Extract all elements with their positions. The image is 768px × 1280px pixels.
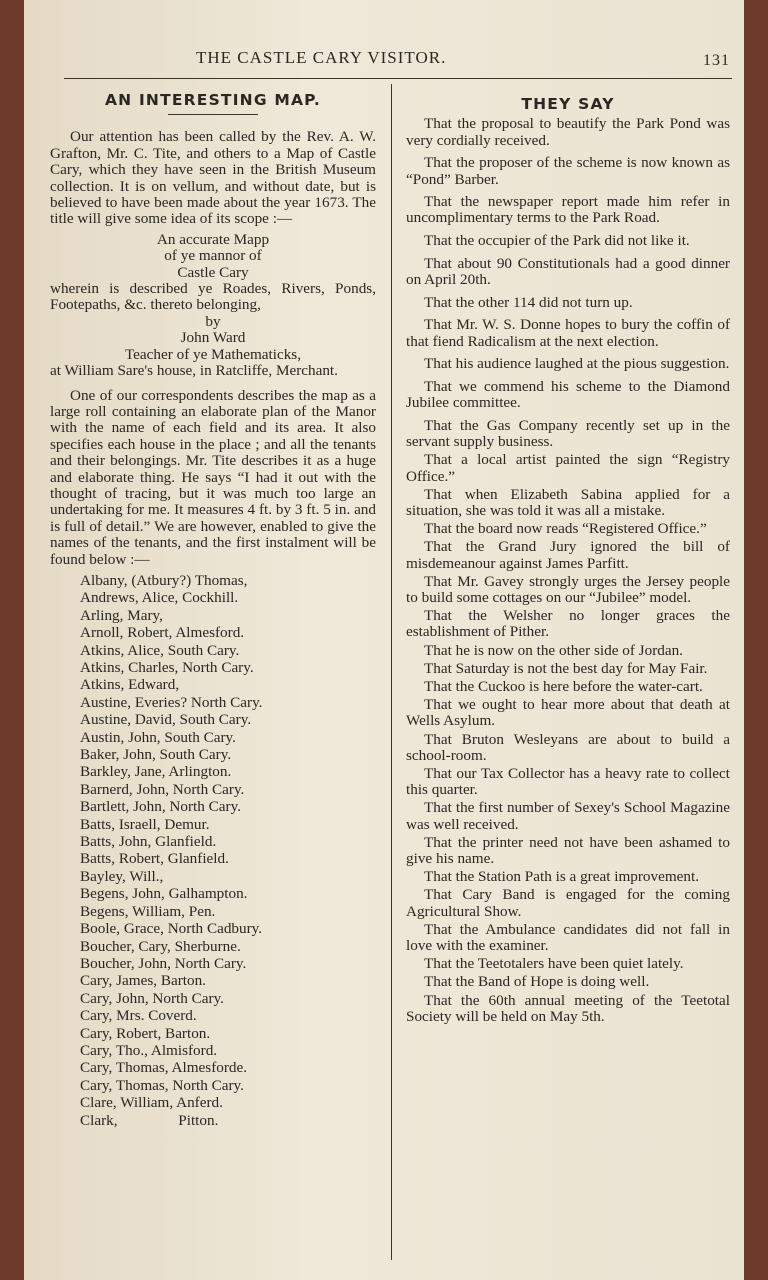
tenant-name: Andrews, Alice, Cockhill. xyxy=(80,589,239,607)
intro-paragraph: Our attention has been called by the Rev. A. W. Grafton, Mr. C. Tite, and others to a Map of Castle Cary, which they have seen in the British Museum collection. It is on vellum, and without date, but is believed to have been made about the year 1673. The title will give some idea of its scope :— xyxy=(50,128,376,228)
they-say-item: That the proposer of the scheme is now known as “Pond” Barber. xyxy=(406,154,730,188)
they-say-item: That the other 114 did not turn up. xyxy=(424,293,633,311)
they-say-item: That we commend his scheme to the Diamond Jubilee committee. xyxy=(406,378,730,412)
they-say-item: That the Welsher no longer graces the establishment of Pither. xyxy=(406,607,730,641)
they-say-item: That a local artist painted the sign “Registry Office.” xyxy=(406,451,730,485)
they-say-item: That the Gas Company recently set up in the servant supply business. xyxy=(406,416,730,451)
tenant-name: Atkins, Alice, South Cary. xyxy=(80,641,240,659)
tenant-name: Cary, Thomas, North Cary. xyxy=(80,1076,244,1094)
masthead-title: THE CASTLE CARY VISITOR. xyxy=(196,48,447,67)
tenant-name: Begens, John, Galhampton. xyxy=(80,885,248,903)
they-say-item: That the Station Path is a great improvement. xyxy=(424,868,699,886)
tenant-name: Cary, Tho., Almisford. xyxy=(80,1041,218,1059)
tenant-name: Batts, John, Glanfield. xyxy=(80,833,217,851)
tenant-name: Batts, Robert, Glanfield. xyxy=(80,850,229,868)
map-title-line: John Ward xyxy=(180,329,246,347)
newspaper-page xyxy=(24,0,744,1280)
map-title-line: Teacher of ye Mathematicks, xyxy=(124,345,302,363)
tenant-name: Barkley, Jane, Arlington. xyxy=(80,763,232,781)
tenant-name: Cary, John, North Cary. xyxy=(80,989,224,1007)
they-say-item: That we ought to hear more about that death at Wells Asylum. xyxy=(406,696,730,730)
tenant-name: Cary, James, Barton. xyxy=(80,972,206,990)
they-say-item: That his audience laughed at the pious suggestion. xyxy=(424,355,730,373)
they-say-item: That the newspaper report made him refer in uncomplimentary terms to the Park Road. xyxy=(406,193,730,227)
map-title-line: wherein is described ye Roades, Rivers, Ponds, Footepaths, &c. thereto belonging, xyxy=(50,280,376,314)
tenant-name: Atkins, Edward, xyxy=(80,676,180,694)
tenant-name: Clare, William, Anferd. xyxy=(80,1094,223,1112)
map-title-line: by xyxy=(205,312,221,330)
they-say-item: That the Teetotalers have been quiet lately. xyxy=(424,955,684,973)
heading-rule xyxy=(168,114,258,115)
header-rule xyxy=(64,78,732,79)
they-say-item: That the first number of Sexey's School Magazine was well received. xyxy=(406,799,730,833)
tenant-name: Baker, John, South Cary. xyxy=(80,746,232,764)
they-say-item: That the board now reads “Registered Office.” xyxy=(424,520,707,538)
tenant-name: Batts, Israell, Demur. xyxy=(80,815,210,833)
they-say-item: That the Ambulance candidates did not fall in love with the examiner. xyxy=(406,920,730,955)
tenant-name: Austine, David, South Cary. xyxy=(80,711,252,729)
tenant-name: Boole, Grace, North Cadbury. xyxy=(80,920,263,938)
tenant-name: Cary, Robert, Barton. xyxy=(80,1024,211,1042)
they-say-item: That Mr. Gavey strongly urges the Jersey people to build some cottages on our “Jubilee” model. xyxy=(406,572,730,606)
tenant-name: Clark, Pitton. xyxy=(80,1111,219,1129)
column-divider xyxy=(391,84,392,1260)
they-say-item: That Cary Band is engaged for the coming Agricultural Show. xyxy=(406,886,730,920)
tenant-name: Austin, John, South Cary. xyxy=(80,728,236,746)
article-interesting-map xyxy=(50,88,376,1129)
they-say-item: That the printer need not have been ashamed to give his name. xyxy=(406,833,730,868)
map-title-line: at William Sare's house, in Ratcliffe, Merchant. xyxy=(50,362,338,380)
map-title-line: An accurate Mapp xyxy=(156,230,270,248)
body-paragraph: One of our correspondents describes the map as a large roll containing an elaborate plan of the Manor with the name of each field and its area. It also specifies each house in the place ; and all the tenants and their belongings. Mr. Tite describes it as a huge and elaborate thing. He says “I had it out with the thought of tracing, but it was much too large an undertaking for me. It measures 4 ft. by 3 ft. 5 in. and is full of detail.” We are however, enabled to give the names of the tenants, and the first instalment will be found below :— xyxy=(50,386,376,568)
they-say-item: That about 90 Constitutionals had a good dinner on April 20th. xyxy=(406,254,730,289)
article-heading: THEY SAY xyxy=(521,95,615,113)
article-they-say xyxy=(406,92,730,1027)
tenant-name: Austine, Everies? North Cary. xyxy=(80,693,263,711)
tenant-name: Boucher, John, North Cary. xyxy=(80,954,247,972)
tenant-list xyxy=(50,572,376,1129)
they-say-item: That the Grand Jury ignored the bill of misdemeanour against James Parfitt. xyxy=(406,538,730,572)
tenant-name: Bartlett, John, North Cary. xyxy=(80,798,241,816)
they-say-item: That Bruton Wesleyans are about to build a school-room. xyxy=(406,730,730,764)
they-say-item: That Mr. W. S. Donne hopes to bury the coffin of that fiend Radicalism at the next election. xyxy=(406,316,730,350)
page-number: 131 xyxy=(703,52,730,69)
tenant-name: Arnoll, Robert, Almesford. xyxy=(80,624,245,642)
tenant-name: Barnerd, John, North Cary. xyxy=(80,780,245,798)
they-say-list xyxy=(406,116,730,1025)
they-say-item: That the Band of Hope is doing well. xyxy=(424,973,650,991)
they-say-item: That he is now on the other side of Jordan. xyxy=(424,641,683,659)
tenant-name: Atkins, Charles, North Cary. xyxy=(80,659,254,676)
map-title-line: Castle Cary xyxy=(177,263,249,281)
they-say-item: That the occupier of the Park did not like it. xyxy=(424,232,690,250)
tenant-name: Cary, Thomas, Almesforde. xyxy=(80,1059,248,1077)
tenant-name: Begens, William, Pen. xyxy=(80,902,216,920)
tenant-name: Boucher, Cary, Sherburne. xyxy=(80,937,241,955)
tenant-name: Cary, Mrs. Coverd. xyxy=(80,1007,197,1025)
tenant-name: Arling, Mary, xyxy=(80,606,163,624)
they-say-item: That Saturday is not the best day for May Fair. xyxy=(424,659,708,677)
they-say-item: That when Elizabeth Sabina applied for a situation, she was told it was all a mistake. xyxy=(406,485,730,519)
they-say-item: That the Cuckoo is here before the water-cart. xyxy=(424,678,703,695)
tenant-name: Bayley, Will., xyxy=(80,867,164,885)
map-title-line: of ye mannor of xyxy=(164,247,262,265)
article-heading: AN INTERESTING MAP. xyxy=(104,91,321,109)
masthead xyxy=(64,44,744,76)
they-say-item: That the 60th annual meeting of the Teetotal Society will be held on May 5th. xyxy=(406,991,730,1025)
they-say-item: That the proposal to beautify the Park Pond was very cordially received. xyxy=(406,115,730,149)
tenant-name: Albany, (Atbury?) Thomas, xyxy=(80,571,248,589)
they-say-item: That our Tax Collector has a heavy rate to collect this quarter. xyxy=(406,765,730,799)
